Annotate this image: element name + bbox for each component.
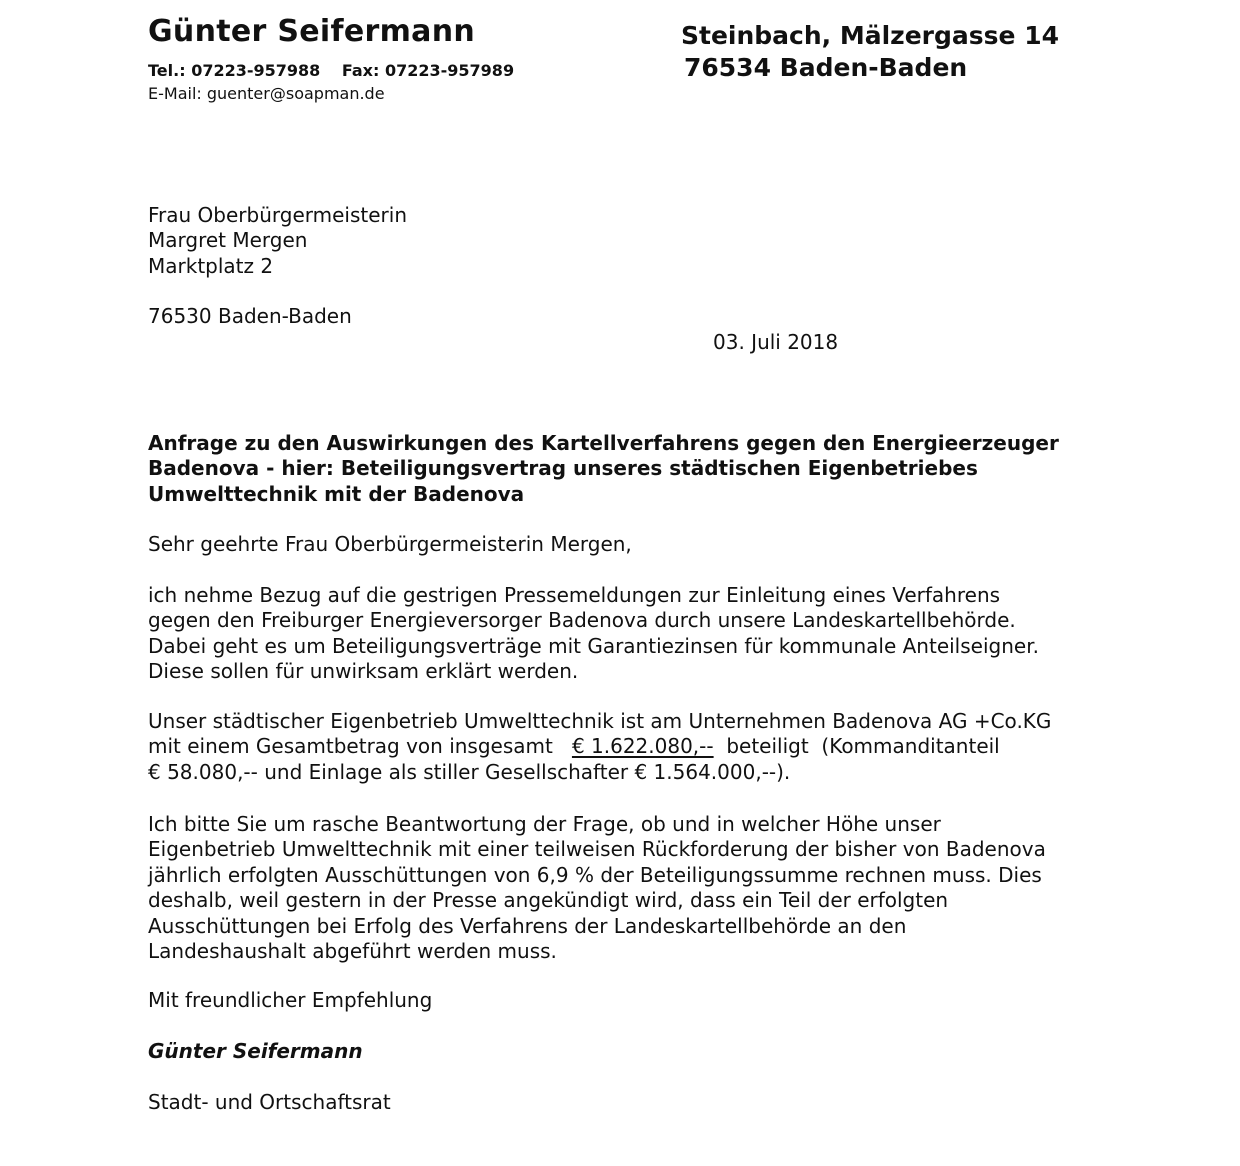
fax-label: Fax: bbox=[341, 61, 380, 80]
text-line: € 58.080,-- und Einlage als stiller Gesellschafter € 1.564.000,--). bbox=[148, 759, 791, 784]
email-address: guenter@soapman.de bbox=[206, 84, 385, 103]
text-line: Unser städtischer Eigenbetrieb Umwelttechnik ist am Unternehmen Badenova AG +Co.KG bbox=[148, 709, 1052, 733]
phone-label: Tel.: bbox=[148, 61, 186, 80]
recipient-address bbox=[148, 203, 407, 279]
paragraph-1 bbox=[148, 583, 1039, 685]
total-amount: € 1.622.080,-- bbox=[571, 734, 714, 759]
text-line: Eigenbetrieb Umwelttechnik mit einer teilweisen Rückforderung der bisher von Badenova bbox=[148, 837, 1046, 862]
amount-outro: beteiligt (Kommanditanteil bbox=[726, 734, 1000, 759]
sender-email bbox=[148, 84, 385, 103]
text-line: Dabei geht es um Beteiligungsverträge mit Garantiezinsen für kommunale Anteilseigner. bbox=[148, 633, 1039, 658]
text-line: jährlich erfolgten Ausschüttungen von 6,9 % der Beteiligungssumme rechnen muss. Dies bbox=[148, 862, 1042, 887]
closing: Mit freundlicher Empfehlung bbox=[148, 988, 433, 1012]
salutation: Sehr geehrte Frau Oberbürgermeisterin Mergen, bbox=[148, 532, 632, 556]
fax-number: 07223-957989 bbox=[384, 61, 515, 80]
recipient-street: Marktplatz 2 bbox=[148, 253, 274, 278]
amount-intro: mit einem Gesamtbetrag von insgesamt bbox=[148, 734, 553, 759]
text-line: Ausschüttungen bei Erfolg des Verfahrens der Landeskartellbehörde an den bbox=[148, 913, 907, 938]
subject-line: Badenova - hier: Beteiligungsvertrag unseres städtischen Eigenbetriebes bbox=[148, 456, 978, 481]
paragraph-2 bbox=[148, 709, 1051, 785]
text-line: deshalb, weil gestern in der Presse angekündigt wird, dass ein Teil der erfolgten bbox=[148, 888, 949, 913]
recipient-city: 76530 Baden-Baden bbox=[148, 304, 352, 328]
sender-phone-fax bbox=[148, 61, 514, 80]
phone-number: 07223-957988 bbox=[191, 61, 321, 80]
sender-city: 76534 Baden-Baden bbox=[684, 53, 968, 82]
email-label: E-Mail: bbox=[148, 84, 202, 103]
letter-date: 03. Juli 2018 bbox=[713, 330, 839, 354]
recipient-title: Frau Oberbürgermeisterin bbox=[148, 203, 408, 227]
recipient-name: Margret Mergen bbox=[148, 228, 308, 253]
subject-line: Anfrage zu den Auswirkungen des Kartellverfahrens gegen den Energieerzeuger bbox=[148, 431, 1059, 455]
text-line: ich nehme Bezug auf die gestrigen Pressemeldungen zur Einleitung eines Verfahrens bbox=[148, 583, 1001, 607]
signature-role: Stadt- und Ortschaftsrat bbox=[148, 1090, 391, 1114]
sender-name: Günter Seifermann bbox=[148, 14, 476, 49]
text-line: gegen den Freiburger Energieversorger Badenova durch unsere Landeskartellbehörde. bbox=[148, 608, 1016, 633]
letter-subject bbox=[148, 431, 1059, 507]
signature-name: Günter Seifermann bbox=[148, 1039, 363, 1063]
subject-line: Umwelttechnik mit der Badenova bbox=[148, 481, 525, 506]
paragraph-3 bbox=[148, 812, 1046, 964]
text-line: Diese sollen für unwirksam erklärt werden. bbox=[148, 659, 579, 684]
text-line: Landeshaushalt abgeführt werden muss. bbox=[148, 939, 557, 964]
text-line: Ich bitte Sie um rasche Beantwortung der Frage, ob und in welcher Höhe unser bbox=[148, 812, 941, 836]
sender-street: Steinbach, Mälzergasse 14 bbox=[681, 21, 1059, 50]
text-line bbox=[148, 734, 1051, 759]
